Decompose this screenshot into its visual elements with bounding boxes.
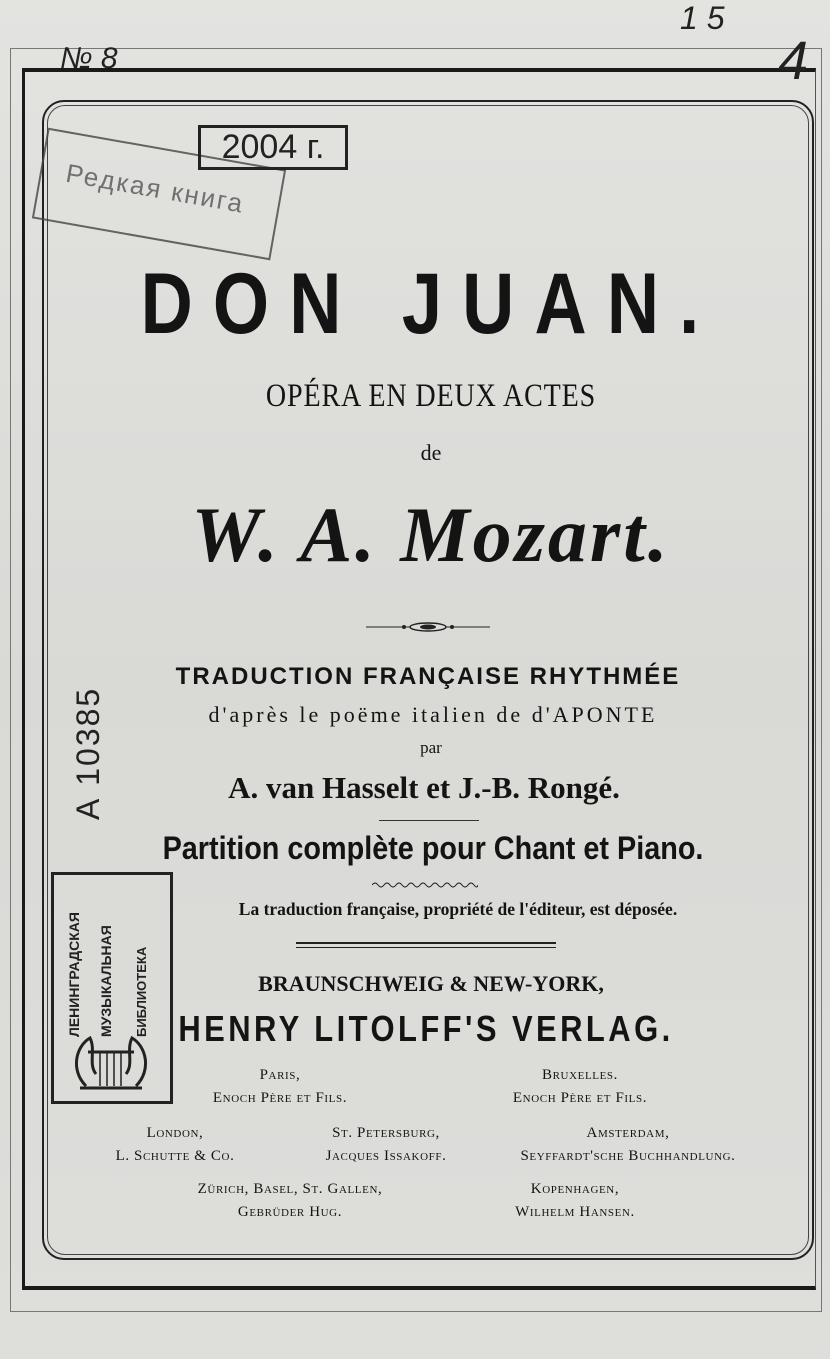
translation-heading: TRADUCTION FRANÇAISE RHYTHMÉE [175,663,681,690]
agent-city: Amsterdam, [586,1125,670,1141]
agent-firm: Enoch Père et Fils. [512,1090,648,1106]
de-label: de [420,440,442,465]
lyre-icon [66,1030,156,1094]
double-rule [296,942,556,948]
publisher-cities: BRAUNSCHWEIG & NEW-YORK, [258,971,604,996]
agent-city: Kopenhagen, [530,1181,620,1197]
agent-city: Paris, [259,1067,301,1083]
library-stamp-line1: ЛЕНИНГРАДСКАЯ [66,912,82,1037]
agent-firm: Enoch Père et Fils. [212,1090,348,1106]
agent-city: Bruxelles. [542,1067,618,1083]
par-label: par [420,738,442,757]
shelf-mark: № 8 [60,42,118,75]
copyright-notice: La traduction française, propriété de l'éditeur, est déposée. [238,899,678,919]
year-stamp [198,125,348,170]
agent-city: St. Petersburg, [332,1125,440,1141]
wavy-divider [372,880,478,890]
agent-london [70,1122,280,1168]
agent-city: London, [146,1125,204,1141]
corner-mark-top: 1 5 [680,0,725,36]
agent-zurich [140,1178,440,1224]
publisher-name: HENRY LITOLFF'S VERLAG. [178,1008,674,1049]
agent-paris [160,1064,400,1110]
agent-firm: Gebrüder Hug. [237,1204,343,1220]
agent-bruxelles [450,1064,710,1110]
short-rule [379,820,479,821]
agent-firm: Seyffardt'sche Buchhandlung. [520,1148,736,1164]
library-stamp-line3: БИБЛИОТЕКА [134,946,149,1037]
agent-st-petersburg [286,1122,486,1168]
opera-title: DON JUAN. [140,256,720,352]
agent-city: Zürich, Basel, St. Gallen, [197,1181,383,1197]
opera-subtitle: OPÉRA EN DEUX ACTES [265,378,597,414]
ornament-divider [366,620,490,634]
agent-kopenhagen [470,1178,680,1224]
agent-firm: L. Schutte & Co. [115,1148,235,1164]
agent-amsterdam [478,1122,778,1168]
libretto-source: d'après le poëme italien de d'APONTE [208,702,658,727]
translators: A. van Hasselt et J.-B. Rongé. [228,770,620,805]
inventory-number: А 10385 [70,686,106,820]
rare-book-stamp-text: Редкая книга [63,157,247,219]
composer-name: W. A. Mozart. [191,491,671,578]
corner-number: 4 [778,31,809,91]
year-stamp-text: 2004 г. [221,128,325,166]
edition-description: Partition complète pour Chant et Piano. [162,830,704,866]
agent-firm: Jacques Issakoff. [325,1148,447,1164]
library-stamp-line2: МУЗЫКАЛЬНАЯ [98,925,114,1037]
agent-firm: Wilhelm Hansen. [515,1204,635,1220]
